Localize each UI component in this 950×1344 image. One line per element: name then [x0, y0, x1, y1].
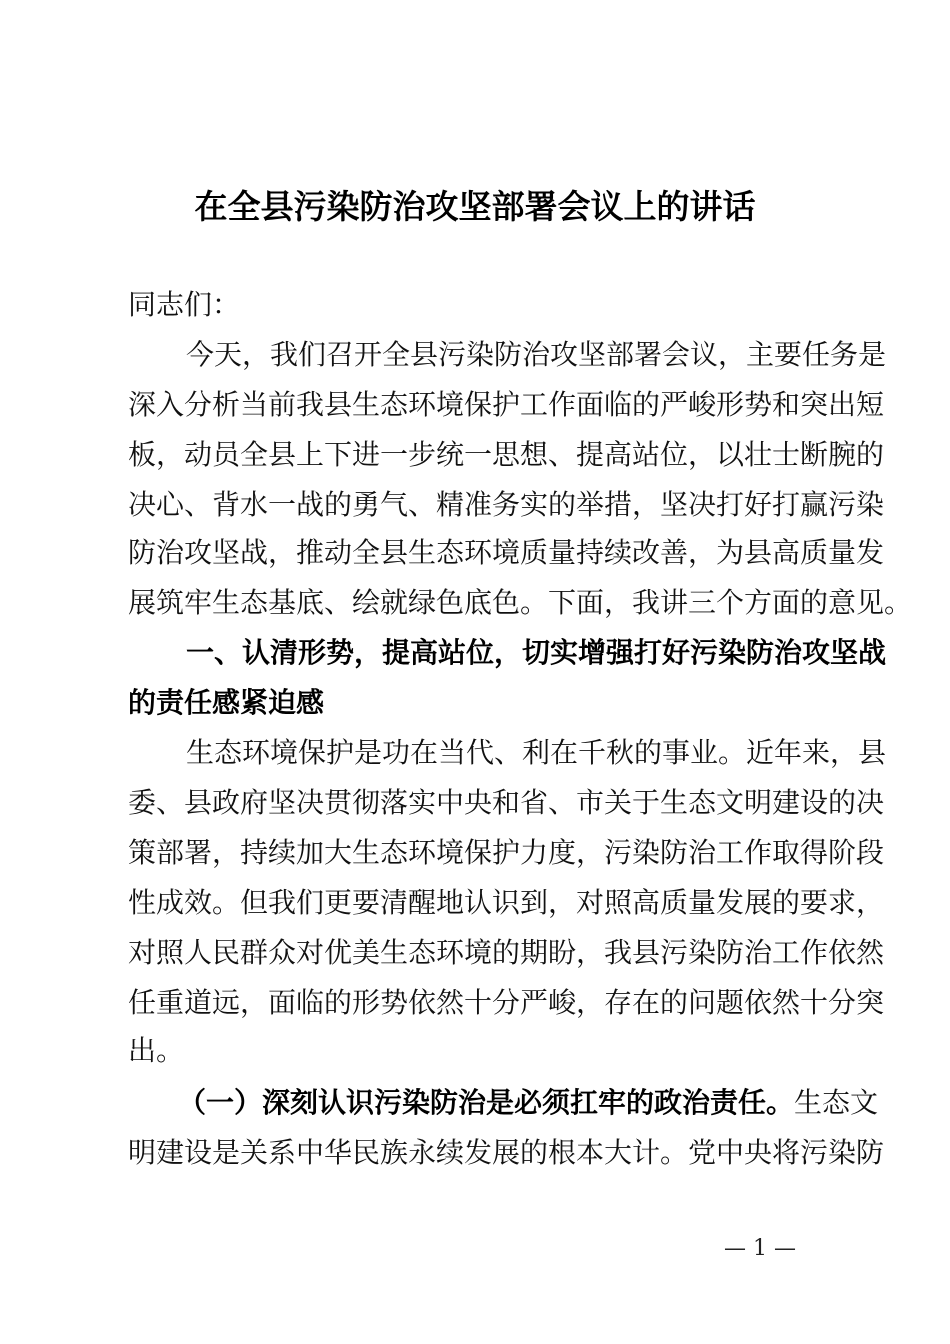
salutation: 同志们：	[128, 288, 241, 321]
page-number: — 1 —	[724, 1236, 796, 1261]
subsection-text: 生态文	[794, 1086, 879, 1119]
section-heading-continued: 的责任感紧迫感	[128, 686, 325, 719]
subsection-heading: （一）深刻认识污染防治是必须扛牢的政治责任。	[178, 1086, 795, 1119]
paragraph-line: 委、县政府坚决贯彻落实中央和省、市关于生态文明建设的决	[128, 786, 885, 819]
paragraph-line: 任重道远，面临的形势依然十分严峻，存在的问题依然十分突	[128, 986, 885, 1019]
paragraph-line: 板，动员全县上下进一步统一思想、提高站位，以壮士断腕的	[128, 438, 885, 471]
paragraph-line: 防治攻坚战，推动全县生态环境质量持续改善，为县高质量发	[128, 536, 885, 569]
paragraph-line: 展筑牢生态基底、绘就绿色底色。下面，我讲三个方面的意见。	[128, 586, 913, 619]
paragraph-line: 今天，我们召开全县污染防治攻坚部署会议，主要任务是	[186, 338, 887, 371]
section-heading: 一、认清形势，提高站位，切实增强打好污染防治攻坚战	[186, 636, 887, 669]
paragraph-line: 出。	[128, 1034, 185, 1067]
paragraph-line: 深入分析当前我县生态环境保护工作面临的严峻形势和突出短	[128, 388, 885, 421]
paragraph-line: 明建设是关系中华民族永续发展的根本大计。党中央将污染防	[128, 1136, 885, 1169]
paragraph-line: 决心、背水一战的勇气、精准务实的举措，坚决打好打赢污染	[128, 488, 885, 521]
subsection-line	[178, 1083, 879, 1123]
paragraph-line: 对照人民群众对优美生态环境的期盼，我县污染防治工作依然	[128, 936, 885, 969]
document-title: 在全县污染防治攻坚部署会议上的讲话	[194, 187, 756, 226]
paragraph-line: 策部署，持续加大生态环境保护力度，污染防治工作取得阶段	[128, 836, 885, 869]
paragraph-line: 性成效。但我们更要清醒地认识到，对照高质量发展的要求，	[128, 886, 885, 919]
paragraph-line: 生态环境保护是功在当代、利在千秋的事业。近年来，县	[186, 736, 887, 769]
